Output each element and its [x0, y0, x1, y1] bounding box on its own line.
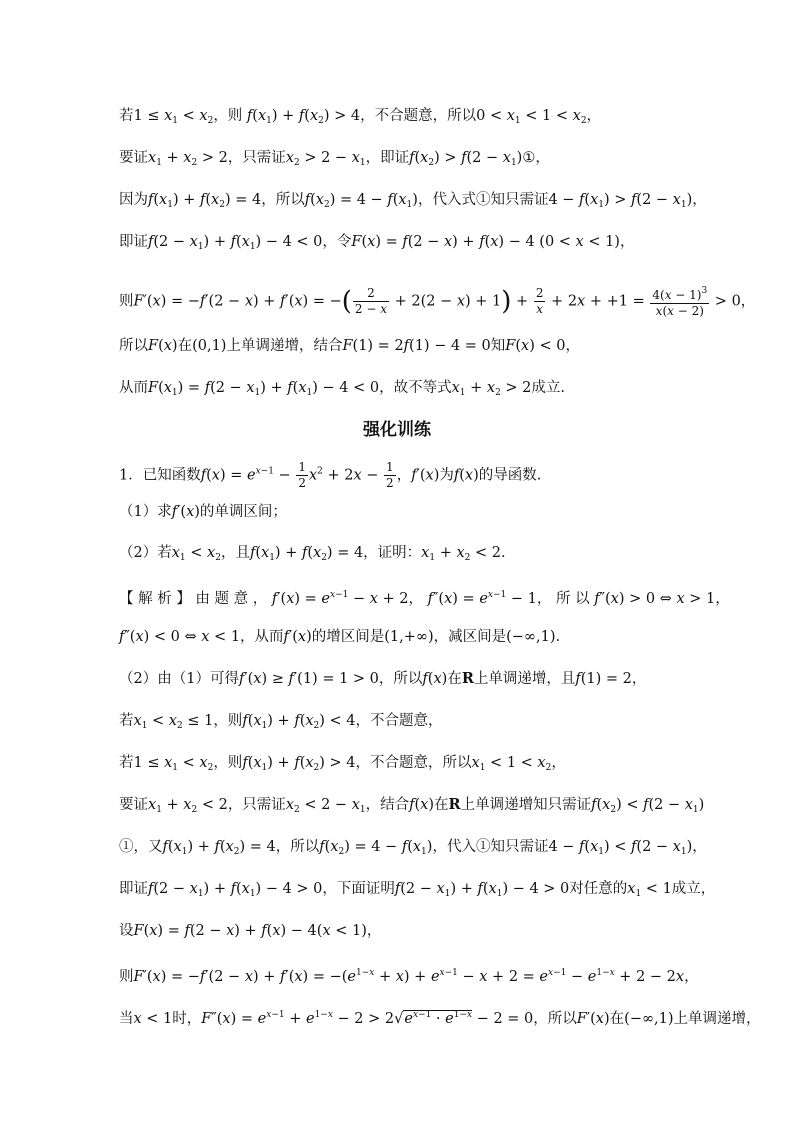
text: ， — [586, 108, 602, 124]
text-line-21: 当x < 1时，$F''(x) = e^{x-1} + e^{1-x} - 2 > 2√e^{x-1} \cdot e^{1-x} - 2 = 0$，所以F′(x)在(−∞,1)上单调递增， — [119, 1010, 761, 1027]
text: ， — [366, 923, 382, 939]
text-line-5: 则F′(x) = −f′(2 − x) + f′(x) = −( $\frac{2}{2 - x}$ + 2(2 − x) + 1) + $\frac{2}{x}$ + 2x + +1 = $\frac{4(x - 1)^3}{x(x - 2)}$ > 0， — [119, 286, 756, 318]
text: . — [500, 545, 506, 561]
text: 1．已知函数 — [119, 467, 201, 484]
text: （2）由（1）可得 — [119, 671, 239, 687]
text: ，故不等式 — [379, 380, 452, 396]
text: ，只需证 — [227, 797, 286, 813]
text: ， — [565, 338, 580, 354]
text-line-14: 若$x_1 < x_2 \le 1$，则$f(x_1) + f(x_2) < 4$，不合题意， — [119, 713, 443, 731]
text: 在 — [434, 797, 449, 813]
text: ，不合题意，所以 — [360, 108, 477, 124]
text: ， — [692, 839, 707, 855]
text-line-2: 要证$x_1 + x_2 > 2$，只需证$x_2 > 2 - x_1$，即证$f(x_2) > f(2$ − $x_1)①$， — [119, 150, 550, 168]
text-line-16: 要证$x_1 + x_2 < 2$，只需证$x_2 < 2 - x_1$，结合f(x)在R上单调递增知只需证$f(x_2) < f(2 - x_1)$ — [119, 796, 705, 815]
text: 若 — [119, 713, 134, 729]
text: ，减区间是 — [433, 629, 507, 645]
text: 因为 — [119, 192, 148, 208]
text: 设 — [119, 923, 134, 939]
text: 的增区间是 — [311, 629, 385, 645]
text-line-18: 即证$f(2 - x_1) + f(x_1) - 4 > 0$，下面证明$f(2 - x_1) + f(x_1) - 4 > 0$对任意的$x_1 < 1$成立， — [119, 881, 716, 899]
text: ，且 — [220, 545, 250, 561]
text: ，所以 — [533, 1011, 577, 1027]
text: 在 — [177, 338, 193, 354]
text: 要证 — [119, 150, 148, 166]
text: （2）若 — [119, 545, 172, 561]
text: 上单调递增，且 — [473, 671, 576, 687]
text-line-11: 【 解 析 】 由 题 意 ， $f'(x) = e^{x-1} - x + 2$， $f''(x) = e^{x-1} - 1$， 所 以 f″(x) > 0 ⇔ x > 1， — [119, 590, 730, 607]
text: . — [555, 629, 561, 645]
text: ①，又 — [119, 839, 163, 855]
text: 的单调区间； — [199, 504, 287, 520]
text: 的导函数. — [478, 467, 542, 484]
text: 对任意的 — [569, 881, 628, 897]
text: 即证 — [119, 234, 148, 250]
text: ，不合题意， — [355, 713, 443, 729]
text: ，证明： — [363, 545, 422, 561]
text: ，代入①知只需证 — [432, 839, 549, 855]
text: 从而 — [119, 380, 148, 396]
text: ，则 — [213, 755, 243, 771]
text: ， — [740, 293, 756, 310]
text: ， — [619, 234, 635, 250]
text: ，代入式①知只需证 — [417, 192, 549, 208]
text-line-10: （2）若$x_1 < x_2$，且$f(x_1) + f(x_2) = 4$，证明：$x_1 + x_2 < 2$. — [119, 545, 506, 563]
text-line-17: ①，又$f(x_1) + f(x_2) = 4$，所以$f(x_2) = 4 - f(x_1)$，代入①知只需证$4 - f(x_1) < f(2 - x_1)$， — [119, 839, 707, 857]
text: ， 所 以 — [536, 591, 590, 607]
text: 上单调递增知只需证 — [460, 797, 592, 813]
text: （1）求 — [119, 504, 172, 520]
text: 成立， — [671, 881, 716, 897]
text-line-3: 因为$f(x_1) + f(x_2) = 4$，所以$f(x_2) = 4 - f(x_1)$，代入式①知只需证$4 - f(x_1) > f(2 - x_1)$， — [119, 192, 707, 210]
text: ，不合题意，所以 — [355, 755, 472, 771]
text: ，所以 — [261, 192, 305, 208]
text: ，结合 — [365, 797, 410, 813]
text-line-1: 若$1 \le x_1 < x_2$，则 $f(x_1) + f(x_2) > 4$，不合题意，所以$0 < x_1 < 1 < x_2$， — [119, 108, 602, 126]
text: 即证 — [119, 881, 148, 897]
text: ， — [684, 969, 699, 985]
text-line-12: f″(x) < 0 ⇔ x < 1，从而f′(x)的增区间是(1,+∞)，减区间是(−∞,1). — [119, 629, 561, 645]
text-line-7: 从而$F(x_1) = f(2 - x_1) + f(x_1) - 4 < 0$，故不等式$x_1 + x_2 > 2$成立. — [119, 380, 565, 398]
text: ， — [631, 671, 647, 687]
text: 若 — [119, 755, 134, 771]
text: ，则 — [213, 713, 243, 729]
section-title: 强化训练 — [363, 420, 431, 440]
text: ，只需证 — [227, 150, 286, 166]
text: 若 — [119, 108, 134, 124]
text: ，下面证明 — [322, 881, 395, 897]
text: 成立. — [531, 380, 565, 396]
text-line-4: 即证$f(2 - x_1) + f(x_1) - 4 < 0$，令F(x) = f(2 − x) + f(x) − 4 (0 < x < 1)， — [119, 234, 635, 252]
text: ， — [715, 591, 730, 607]
text: 为 — [439, 467, 454, 484]
text: 所以 — [119, 338, 148, 354]
text: 上单调递增，结合 — [226, 338, 343, 354]
text: 当 — [119, 1011, 134, 1027]
text: 在 — [447, 671, 462, 687]
text: ， — [396, 467, 412, 484]
text-line-8: 1．已知函数$f(x) = e^{x-1}$ − $\frac{1}{2}$ $x^2 + 2x$ − $\frac{1}{2}$ ，f′(x)为f(x)的导函数. — [119, 460, 542, 490]
text: ，从而 — [240, 629, 284, 645]
text-line-20: 则$F'(x) = -f'(2 - x) + f'(x) = -(e^{1-x} + x) + e^{x-1} - x + 2 = e^{x-1} - e^{1-x} + 2 - 2x$， — [119, 968, 699, 985]
text: ①， — [522, 150, 550, 166]
text-line-13: （2）由（1）可得f′(x) ≥ f′(1) = 1 > 0，所以f(x)在R上单调递增，且f(1) = 2， — [119, 670, 647, 687]
text: 知 — [490, 338, 506, 354]
text-line-6: 所以F(x)在(0,1)上单调递增，结合F(1) = 2f(1) − 4 = 0知F(x) < 0， — [119, 338, 580, 354]
text: ，则 — [213, 108, 243, 124]
text-line-19: 设F(x) = f(2 − x) + f(x) − 4(x < 1)， — [119, 923, 382, 939]
text: ，所以 — [378, 671, 423, 687]
text: ， — [551, 755, 566, 771]
text: 要证 — [119, 797, 148, 813]
text: 在 — [609, 1011, 625, 1027]
text: 上单调递增， — [673, 1011, 761, 1027]
text: 则 — [119, 293, 134, 310]
text: ，即证 — [365, 150, 410, 166]
text-line-15: 若$1 \le x_1 < x_2$，则$f(x_1) + f(x_2) > 4$，不合题意，所以$x_1 < 1 < x_2$， — [119, 755, 566, 773]
text: ，令 — [322, 234, 352, 250]
text: ，所以 — [275, 839, 320, 855]
text: 则 — [119, 969, 134, 985]
text: 【 解 析 】 由 题 意 ， — [119, 591, 268, 607]
text: ， — [408, 591, 424, 607]
text-line-9: （1）求f′(x)的单调区间； — [119, 504, 287, 520]
text: 时， — [172, 1011, 202, 1027]
text: ， — [692, 192, 707, 208]
